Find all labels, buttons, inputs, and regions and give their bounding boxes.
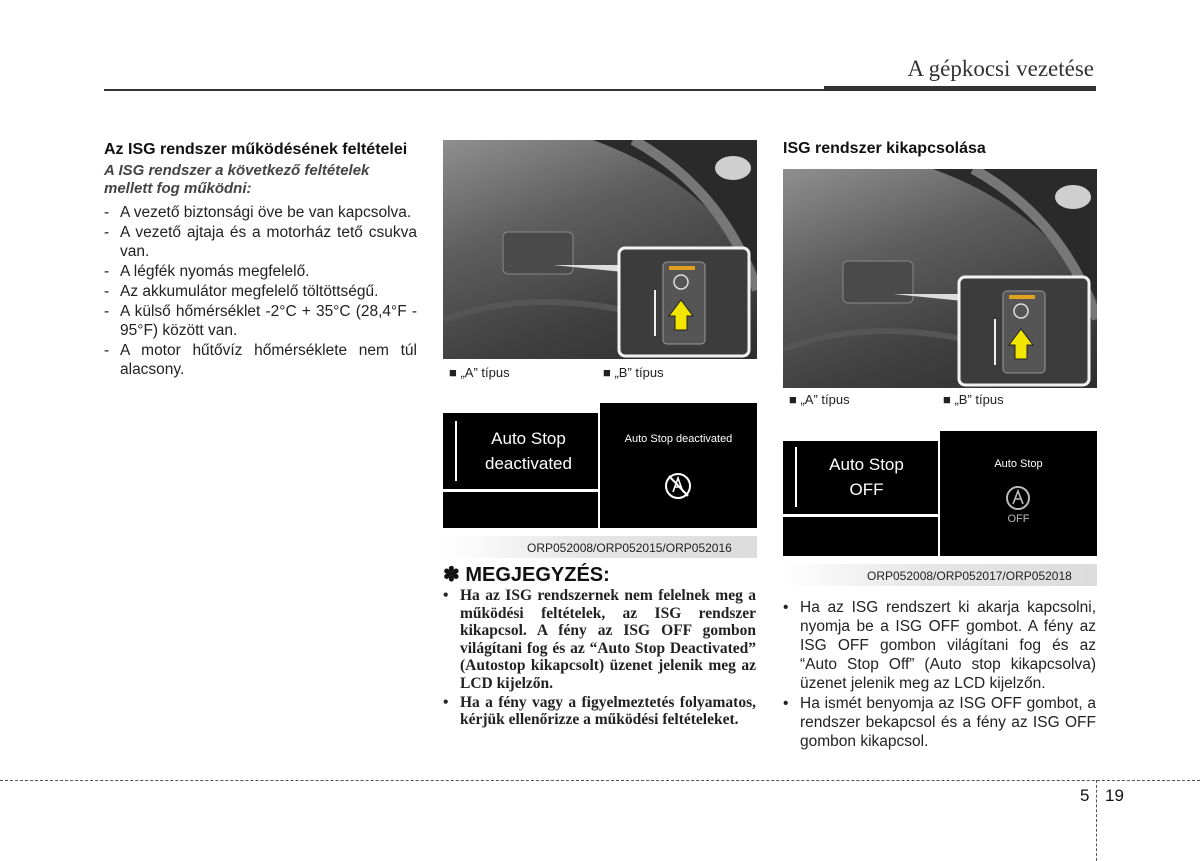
figure-caption: ORP052008/ORP052015/ORP052016	[527, 541, 732, 555]
lcd-message-line-2: deactivated	[485, 454, 572, 473]
dash-marker: -	[104, 283, 110, 300]
lcd-panel-type-b	[600, 403, 757, 528]
list-item: - A külső hőmérséklet -2°C + 35°C (28,4°F - 95°F) között van.	[104, 303, 417, 339]
disable-steps-list	[783, 598, 1096, 752]
bullet-marker: •	[783, 695, 789, 712]
running-header: A gépkocsi vezetése	[907, 56, 1094, 81]
auto-stop-disabled-icon	[600, 403, 757, 528]
steering-wheel-illustration	[443, 140, 757, 359]
note-title: ✽ MEGJEGYZÉS:	[443, 564, 610, 586]
lcd-message-line-1: Auto Stop	[829, 455, 904, 474]
list-item: • Ha ismét benyomja az ISG OFF gombot, a rendszer bekapcsol és a fény az ISG OFF gombon kikapcsol.	[783, 695, 1096, 750]
amber-led-icon	[669, 266, 695, 270]
list-item: - A vezető biztonsági öve be van kapcsolva.	[104, 204, 412, 221]
dash-marker: -	[104, 342, 110, 359]
list-item: - A vezető ajtaja és a motorház tető csukva van.	[104, 224, 417, 260]
chapter-number: 5	[1080, 786, 1090, 805]
lcd-message-line-1: Auto Stop	[491, 429, 566, 448]
brand-logo-icon	[715, 156, 751, 180]
list-item: - A légfék nyomás megfelelő.	[104, 263, 310, 280]
footer-divider-vertical	[1096, 780, 1097, 861]
list-item: • Ha a fény vagy a figyelmeztetés folyamatos, kérjük ellenőrizze a működési feltételeket.	[443, 693, 756, 729]
dash-marker: -	[104, 303, 110, 320]
type-a-label: ■ „A” típus	[789, 392, 850, 407]
lcd-message: Auto Stop	[994, 458, 1043, 470]
header-rule	[104, 89, 824, 91]
dashboard-photo	[783, 169, 1097, 388]
auto-stop-icon	[940, 431, 1097, 556]
isg-conditions-section	[104, 140, 417, 380]
section-title: Az ISG rendszer működésének feltételei	[104, 141, 408, 158]
header-rule-bold	[824, 86, 1096, 91]
lcd-panel-type-b	[940, 431, 1097, 556]
dash-marker: -	[104, 263, 110, 280]
list-item: • Ha az ISG rendszert ki akarja kapcsolni, nyomja be a ISG OFF gombot. A fény az ISG OFF gombon világítani fog és az “Auto Stop Off” (Auto stop kikapcsolva) üzenet jelenik meg az LCD kijelzőn.	[783, 599, 1096, 692]
type-b-label: ■ „B” típus	[603, 365, 664, 380]
bullet-marker: •	[783, 599, 789, 616]
footer-divider	[0, 780, 1200, 781]
lcd-icon-label: OFF	[1007, 513, 1030, 525]
list-item: - A motor hűtővíz hőmérséklete nem túl alacsony.	[104, 342, 417, 378]
steering-wheel-illustration	[783, 169, 1097, 388]
lcd-message: Auto Stop deactivated	[624, 433, 733, 445]
dash-marker: -	[104, 204, 110, 221]
section-subtitle: A ISG rendszer a következő feltételek mellett fog működni:	[104, 162, 370, 197]
amber-led-icon	[1009, 295, 1035, 299]
lcd-message-line-2: OFF	[849, 480, 884, 499]
section-title: ISG rendszer kikapcsolása	[783, 140, 986, 157]
figure-caption: ORP052008/ORP052017/ORP052018	[867, 569, 1072, 583]
brand-logo-icon	[1055, 185, 1091, 209]
bullet-marker: •	[443, 693, 449, 711]
lcd-panel-type-a	[783, 431, 938, 556]
dashboard-photo	[443, 140, 757, 359]
bullet-marker: •	[443, 587, 449, 604]
note-list	[443, 587, 756, 730]
lcd-panel-type-a	[443, 403, 598, 528]
type-b-label: ■ „B” típus	[943, 392, 1004, 407]
type-a-label: ■ „A” típus	[449, 365, 510, 380]
list-item: • Ha az ISG rendszernek nem felelnek meg a működési feltételek, az ISG rendszer kikapcsol. A fény az ISG OFF gombon világítani fog és az “Auto Stop Deactivated” (Autostop kikapcsolt) üzenet jelenik meg az LCD kijelzőn.	[443, 587, 756, 692]
list-item: - Az akkumulátor megfelelő töltöttségű.	[104, 283, 379, 300]
dash-marker: -	[104, 224, 110, 241]
page-number: 19	[1105, 786, 1124, 805]
conditions-list	[104, 203, 417, 379]
